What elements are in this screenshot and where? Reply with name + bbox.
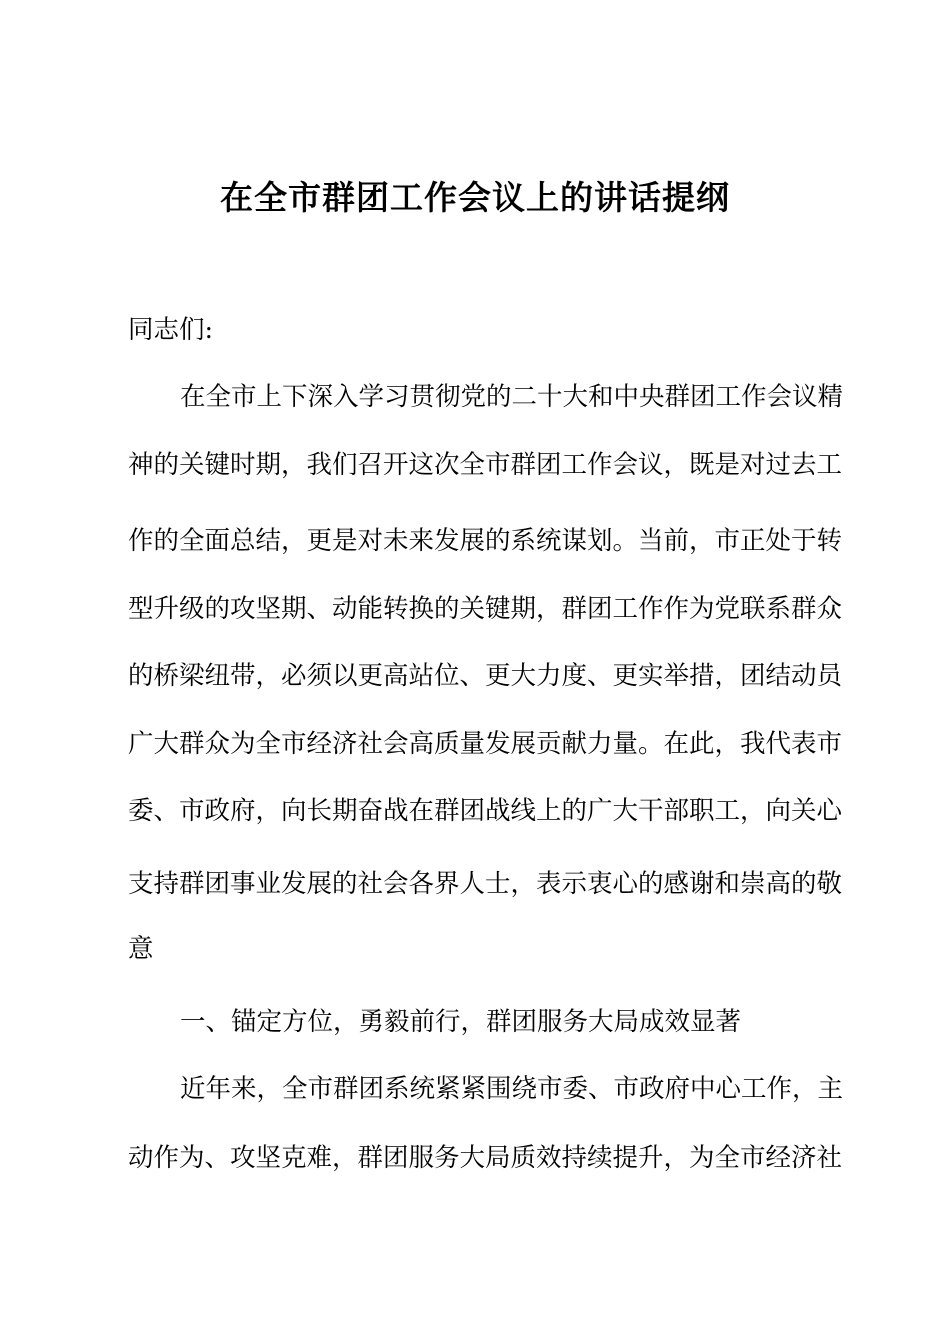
paragraph-line: 动作为、攻坚克难，群团服务大局质效持续提升，为全市经济社 bbox=[128, 1143, 843, 1173]
paragraph-line: 意 bbox=[128, 934, 154, 964]
document-title: 在全市群团工作会议上的讲话提纲 bbox=[220, 178, 730, 217]
paragraph-line: 作的全面总结，更是对未来发展的系统谋划。当前，市正处于转 bbox=[128, 526, 843, 556]
paragraph-line: 近年来，全市群团系统紧紧围绕市委、市政府中心工作，主 bbox=[180, 1074, 844, 1104]
paragraph-line: 神的关键时期，我们召开这次全市群团工作会议，既是对过去工 bbox=[128, 450, 843, 480]
paragraph-line: 型升级的攻坚期、动能转换的关键期，群团工作作为党联系群众 bbox=[128, 594, 843, 624]
paragraph-line: 支持群团事业发展的社会各界人士，表示衷心的感谢和崇高的敬 bbox=[128, 869, 843, 899]
paragraph-line: 委、市政府，向长期奋战在群团战线上的广大干部职工，向关心 bbox=[128, 796, 843, 826]
paragraph-line: 广大群众为全市经济社会高质量发展贡献力量。在此，我代表市 bbox=[128, 729, 843, 759]
section-heading: 一、锚定方位，勇毅前行，群团服务大局成效显著 bbox=[180, 1007, 742, 1037]
salutation: 同志们: bbox=[128, 315, 214, 345]
paragraph-line: 在全市上下深入学习贯彻党的二十大和中央群团工作会议精 bbox=[180, 382, 844, 412]
paragraph-line: 的桥梁纽带，必须以更高站位、更大力度、更实举措，团结动员 bbox=[128, 661, 843, 691]
